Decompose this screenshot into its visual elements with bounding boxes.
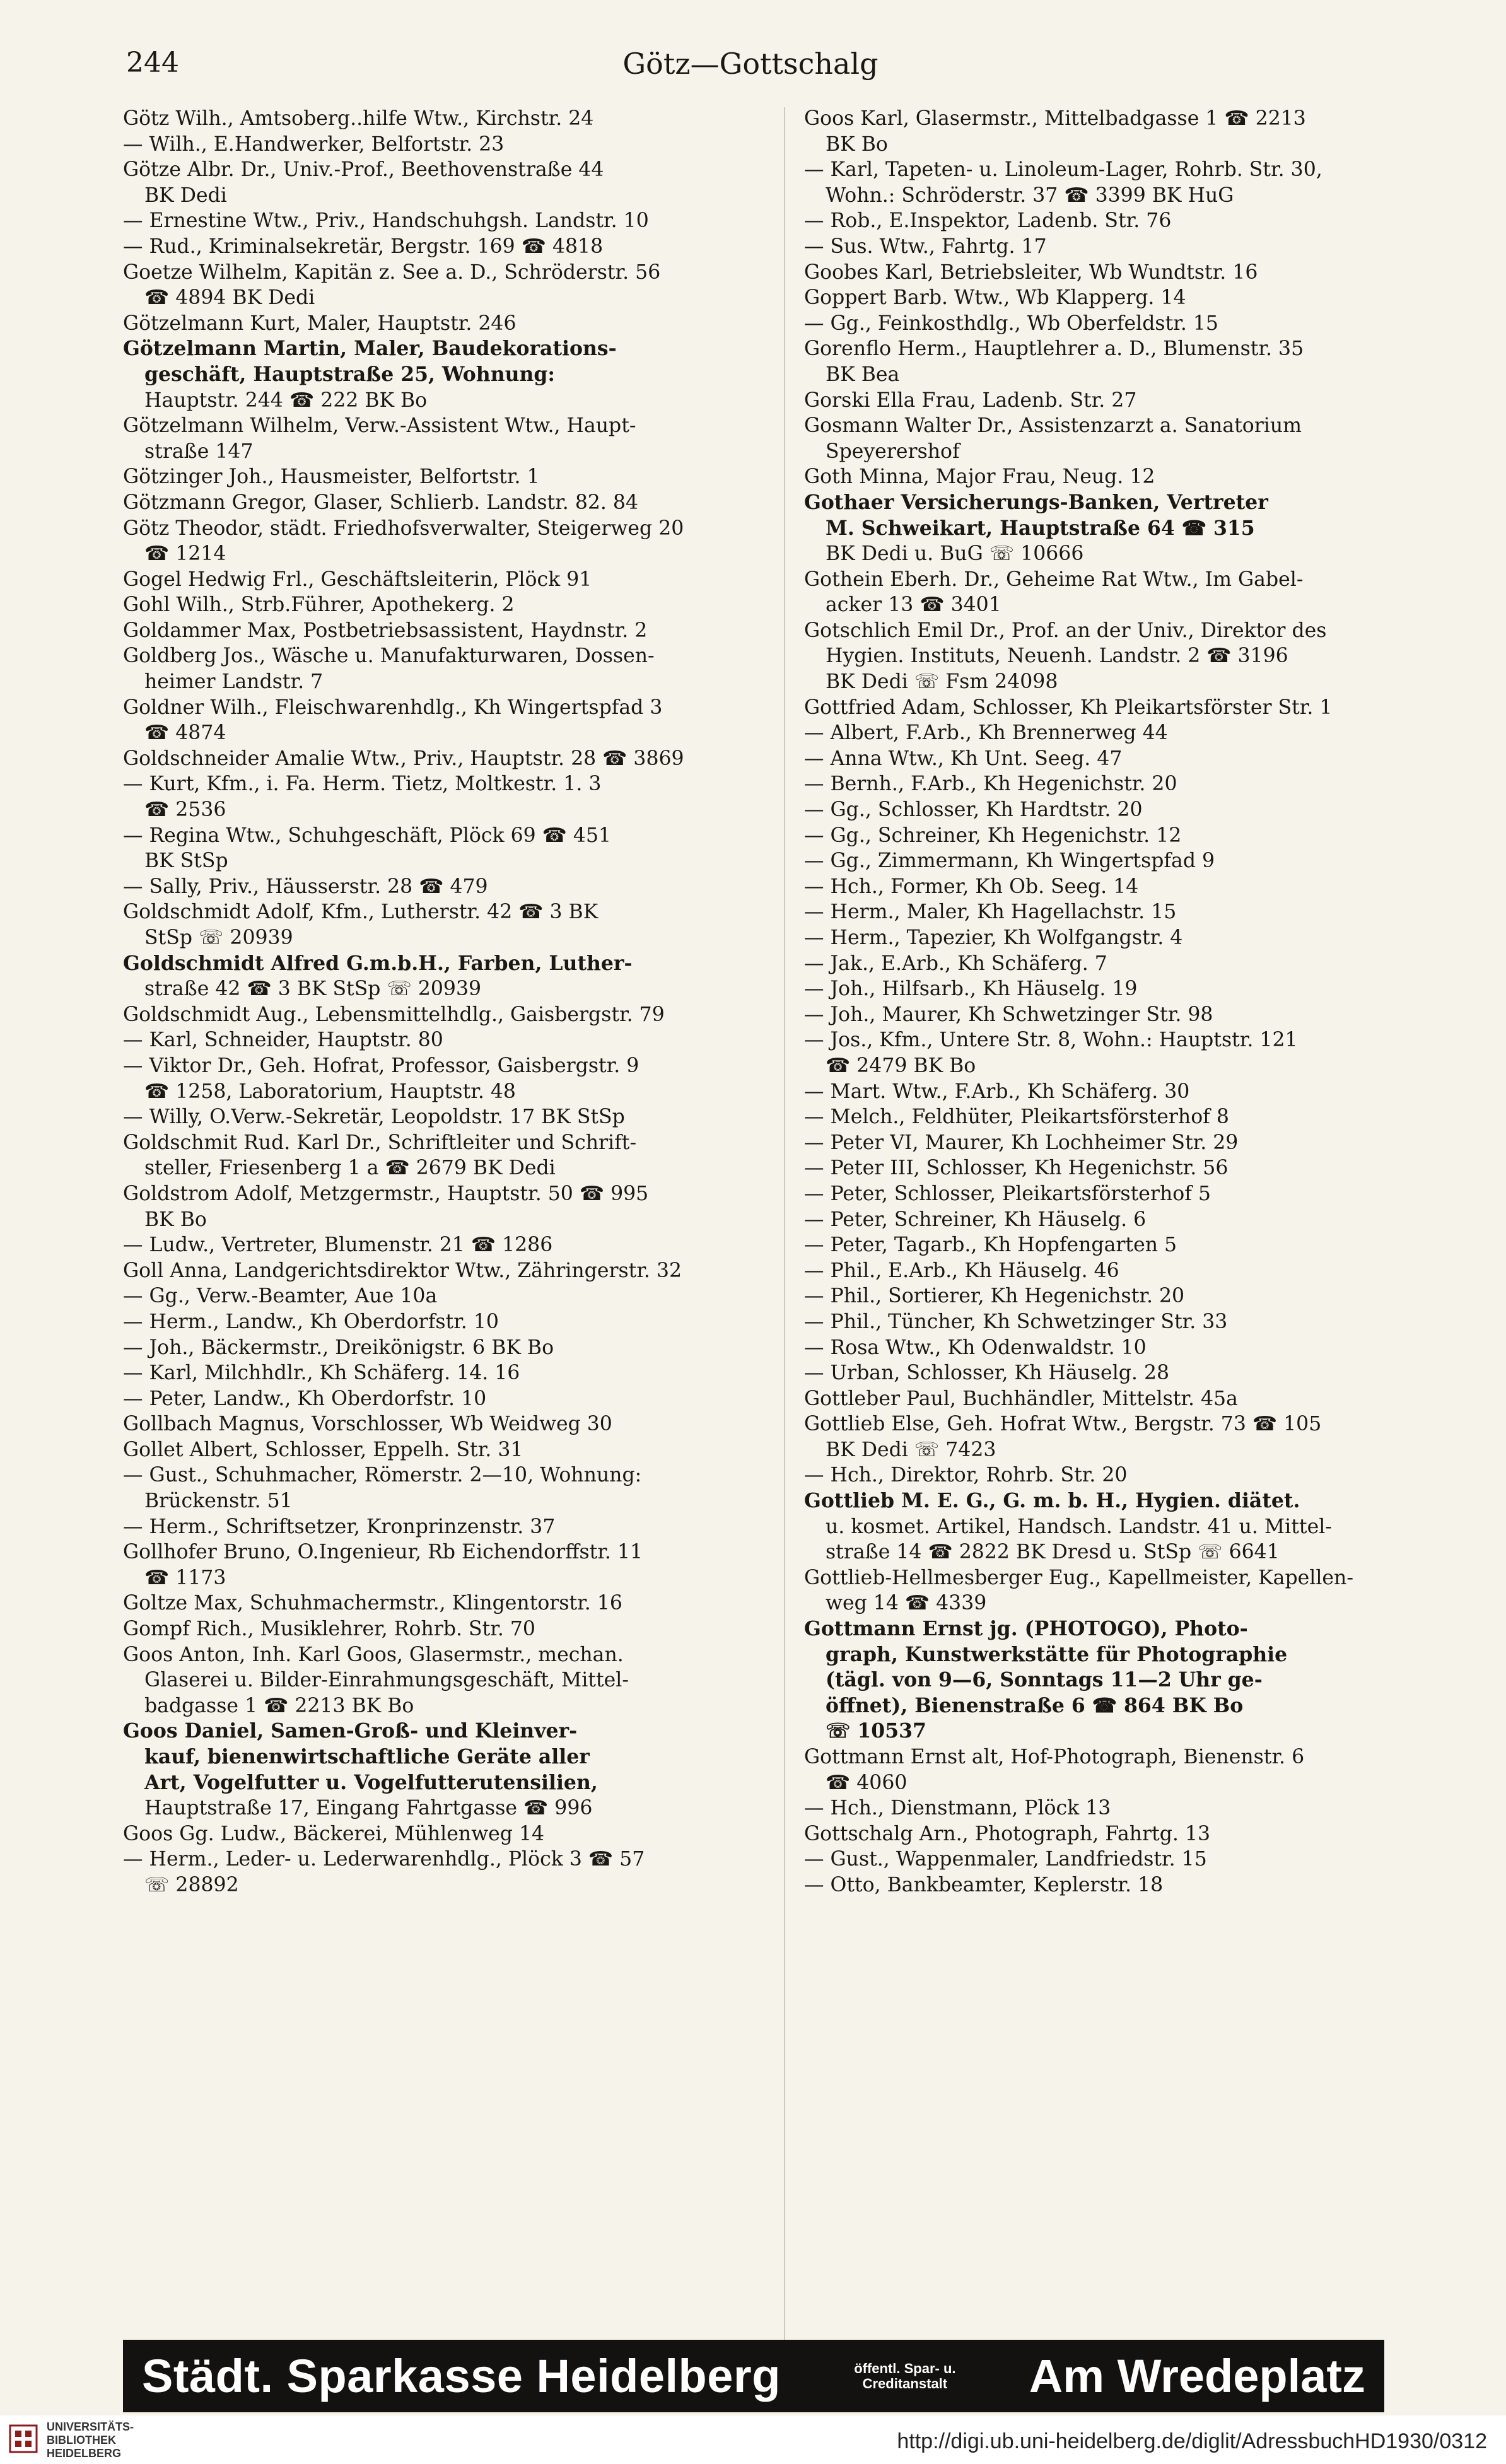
directory-entry: Gogel Hedwig Frl., Geschäftsleiterin, Plöck 91	[123, 568, 592, 591]
directory-entry: Gotschlich Emil Dr., Prof. an der Univ., Direktor des	[804, 619, 1327, 642]
directory-entry: — Hch., Former, Kh Ob. Seeg. 14	[804, 875, 1139, 898]
directory-entry: Gottlieb Else, Geh. Hofrat Wtw., Bergstr. 73 ☎ 105	[804, 1413, 1322, 1436]
ad-location: Am Wredeplatz	[1029, 2350, 1365, 2402]
directory-entry: — Phil., Tüncher, Kh Schwetzinger Str. 33	[804, 1310, 1228, 1333]
directory-entry: Götzinger Joh., Hausmeister, Belfortstr. 1	[123, 465, 540, 489]
directory-entry: ☏ 10537	[826, 1719, 926, 1743]
directory-entry: — Karl, Schneider, Hauptstr. 80	[123, 1029, 443, 1052]
directory-entry: BK Bo	[826, 132, 888, 156]
directory-entry: BK Bea	[826, 363, 900, 386]
directory-entry: — Viktor Dr., Geh. Hofrat, Professor, Gaisbergstr. 9	[123, 1054, 639, 1077]
directory-entry: — Jos., Kfm., Untere Str. 8, Wohn.: Hauptstr. 121	[804, 1029, 1298, 1052]
directory-entry: — Willy, O.Verw.-Sekretär, Leopoldstr. 17 BK StSp	[123, 1106, 625, 1129]
directory-entry: Glaserei u. Bilder-Einrahmungsgeschäft, Mittel-	[144, 1669, 629, 1692]
library-name-line1: UNIVERSITÄTS-	[47, 2420, 134, 2433]
directory-entry: — Joh., Maurer, Kh Schwetzinger Str. 98	[804, 1003, 1213, 1026]
directory-entry: Gottfried Adam, Schlosser, Kh Pleikartsförster Str. 1	[804, 696, 1333, 719]
directory-entry: Gothaer Versicherungs-Banken, Vertreter	[804, 490, 1268, 514]
directory-entry: Speyerershof	[826, 440, 960, 463]
directory-entry: — Herm., Maler, Kh Hagellachstr. 15	[804, 901, 1177, 924]
directory-entry: Goldschmit Rud. Karl Dr., Schriftleiter und Schrift-	[123, 1131, 637, 1154]
directory-entry: ☎ 1214	[144, 542, 226, 566]
directory-entry: — Kurt, Kfm., i. Fa. Herm. Tietz, Moltkestr. 1. 3	[123, 773, 602, 796]
directory-entry: — Wilh., E.Handwerker, Belfortstr. 23	[123, 132, 505, 156]
directory-entry: — Gust., Schuhmacher, Römerstr. 2—10, Wohnung:	[123, 1464, 642, 1487]
directory-entry: Goppert Barb. Wtw., Wb Klapperg. 14	[804, 286, 1186, 310]
directory-entry: heimer Landstr. 7	[144, 670, 324, 694]
directory-entry: — Regina Wtw., Schuhgeschäft, Plöck 69 ☎ 451	[123, 824, 612, 847]
directory-entry: — Gust., Wappenmaler, Landfriedstr. 15	[804, 1848, 1207, 1871]
directory-entry: ☎ 2536	[144, 798, 226, 822]
directory-entry: — Peter VI, Maurer, Kh Lochheimer Str. 29	[804, 1131, 1239, 1154]
directory-entry: ☎ 4894 BK Dedi	[144, 286, 315, 310]
directory-entry: Gollet Albert, Schlosser, Eppelh. Str. 31	[123, 1438, 523, 1461]
directory-entry: Götz Wilh., Amtsoberg..hilfe Wtw., Kirchstr. 24	[123, 107, 594, 130]
directory-entry: Goldschmidt Aug., Lebensmittelhdlg., Gaisbergstr. 79	[123, 1003, 665, 1026]
directory-entry: — Otto, Bankbeamter, Keplerstr. 18	[804, 1873, 1164, 1896]
directory-entry: — Rud., Kriminalsekretär, Bergstr. 169 ☎ 4818	[123, 235, 604, 258]
ad-bank-name: Städt. Sparkasse Heidelberg	[142, 2350, 781, 2402]
directory-entry: Goos Karl, Glasermstr., Mittelbadgasse 1 ☎ 2213	[804, 107, 1306, 130]
directory-entry: kauf, bienenwirtschaftliche Geräte aller	[144, 1745, 590, 1768]
directory-entry: Goetze Wilhelm, Kapitän z. See a. D., Schröderstr. 56	[123, 260, 661, 284]
directory-entry: Götzelmann Wilhelm, Verw.-Assistent Wtw., Haupt-	[123, 414, 636, 438]
ad-subtitle	[854, 2361, 955, 2391]
directory-entry: Goos Daniel, Samen-Groß- und Kleinver-	[123, 1719, 578, 1743]
directory-entry: — Karl, Tapeten- u. Linoleum-Lager, Rohrb. Str. 30,	[804, 158, 1322, 182]
directory-entry: Goth Minna, Major Frau, Neug. 12	[804, 465, 1155, 489]
directory-entry: — Joh., Bäckermstr., Dreikönigstr. 6 BK Bo	[123, 1336, 554, 1359]
directory-entry: — Gg., Schreiner, Kh Hegenichstr. 12	[804, 824, 1182, 847]
directory-entry: Götz Theodor, städt. Friedhofsverwalter, Steigerweg 20	[123, 517, 684, 540]
page-number: 244	[126, 47, 179, 79]
library-name-line2: BIBLIOTHEK	[47, 2434, 116, 2446]
directory-entry: — Phil., Sortierer, Kh Hegenichstr. 20	[804, 1285, 1185, 1308]
directory-entry: u. kosmet. Artikel, Handsch. Landstr. 41 u. Mittel-	[826, 1515, 1332, 1538]
directory-entry: — Peter, Tagarb., Kh Hopfengarten 5	[804, 1234, 1177, 1257]
directory-entry: Hygien. Instituts, Neuenh. Landstr. 2 ☎ 3196	[826, 645, 1288, 668]
directory-entry: Gottlieb M. E. G., G. m. b. H., Hygien. diätet.	[804, 1489, 1300, 1513]
directory-entry: BK Dedi	[144, 184, 227, 207]
directory-entry: Götzelmann Martin, Maler, Baudekorations-	[123, 337, 617, 361]
directory-entry: — Sally, Priv., Häusserstr. 28 ☎ 479	[123, 875, 488, 898]
directory-entry: Gottmann Ernst alt, Hof-Photograph, Bienenstr. 6	[804, 1746, 1305, 1768]
directory-entry: — Herm., Leder- u. Lederwarenhdlg., Plöck 3 ☎ 57	[123, 1848, 645, 1871]
directory-entry: Gollbach Magnus, Vorschlosser, Wb Weidweg 30	[123, 1413, 612, 1436]
directory-entry: Art, Vogelfutter u. Vogelfutterutensilien,	[144, 1770, 598, 1794]
directory-entry: Gorski Ella Frau, Ladenb. Str. 27	[804, 388, 1137, 412]
directory-entry: — Rosa Wtw., Kh Odenwaldstr. 10	[804, 1336, 1147, 1359]
directory-entry: — Joh., Hilfsarb., Kh Häuselg. 19	[804, 978, 1138, 1001]
directory-entry: ☏ 28892	[144, 1873, 239, 1896]
advertisement-banner	[123, 2340, 1384, 2412]
ad-subtitle-line2: Creditanstalt	[862, 2375, 948, 2391]
directory-entry: Gompf Rich., Musiklehrer, Rohrb. Str. 70	[123, 1618, 535, 1641]
directory-entry: Goos Anton, Inh. Karl Goos, Glasermstr., mechan.	[123, 1643, 624, 1666]
directory-entry: Goldschmidt Alfred G.m.b.H., Farben, Luther-	[123, 951, 633, 975]
page-header	[126, 38, 1375, 88]
directory-entry: — Herm., Tapezier, Kh Wolfgangstr. 4	[804, 926, 1183, 949]
directory-entry: — Gg., Zimmermann, Kh Wingertspfad 9	[804, 850, 1215, 873]
directory-entry: — Mart. Wtw., F.Arb., Kh Schäferg. 30	[804, 1080, 1190, 1103]
directory-entry: steller, Friesenberg 1 a ☎ 2679 BK Dedi	[144, 1157, 556, 1180]
directory-entry: öffnet), Bienenstraße 6 ☎ 864 BK Bo	[826, 1693, 1244, 1717]
directory-entry: Goldberg Jos., Wäsche u. Manufakturwaren, Dossen-	[123, 645, 655, 668]
directory-entry: Goldstrom Adolf, Metzgermstr., Hauptstr. 50 ☎ 995	[123, 1182, 649, 1205]
directory-entry: — Rob., E.Inspektor, Ladenb. Str. 76	[804, 209, 1172, 233]
directory-entry: Gothein Eberh. Dr., Geheime Rat Wtw., Im Gabel-	[804, 568, 1304, 591]
directory-entry: — Melch., Feldhüter, Pleikartsförsterhof 8	[804, 1106, 1229, 1129]
directory-entry: BK Bo	[144, 1208, 207, 1231]
directory-entry: — Hch., Direktor, Rohrb. Str. 20	[804, 1464, 1128, 1487]
directory-entry: Goldschneider Amalie Wtw., Priv., Hauptstr. 28 ☎ 3869	[123, 747, 684, 770]
directory-entry: straße 147	[144, 440, 254, 463]
directory-entry: Hauptstr. 244 ☎ 222 BK Bo	[144, 388, 428, 412]
directory-entry: — Jak., E.Arb., Kh Schäferg. 7	[804, 952, 1107, 975]
directory-entry: Hauptstraße 17, Eingang Fahrtgasse ☎ 996	[144, 1797, 593, 1820]
directory-entry: Gosmann Walter Dr., Assistenzarzt a. Sanatorium	[804, 414, 1302, 438]
directory-entry: ☎ 1173	[144, 1566, 226, 1589]
library-logo-icon	[9, 2424, 38, 2453]
page-title: Götz—Gottschalg	[622, 47, 878, 81]
directory-entry: acker 13 ☎ 3401	[826, 593, 1001, 617]
library-name	[47, 2420, 134, 2460]
directory-entry: M. Schweikart, Hauptstraße 64 ☎ 315	[826, 516, 1255, 540]
directory-entry: ☎ 2479 BK Bo	[826, 1054, 976, 1077]
directory-entry: — Peter, Landw., Kh Oberdorfstr. 10	[123, 1387, 487, 1410]
left-column	[123, 106, 754, 1898]
directory-entry: BK Dedi u. BuG ☏ 10666	[826, 542, 1084, 566]
directory-entry: Goldner Wilh., Fleischwarenhdlg., Kh Wingertspfad 3	[123, 696, 663, 719]
directory-entry: (tägl. von 9—6, Sonntags 11—2 Uhr ge-	[826, 1668, 1263, 1692]
right-column	[804, 106, 1435, 1898]
directory-entry: — Peter III, Schlosser, Kh Hegenichstr. 56	[804, 1157, 1229, 1180]
directory-entry: — Peter, Schreiner, Kh Häuselg. 6	[804, 1208, 1147, 1231]
directory-entry: — Urban, Schlosser, Kh Häuselg. 28	[804, 1362, 1170, 1385]
directory-entry: Gottleber Paul, Buchhändler, Mittelstr. 45a	[804, 1387, 1238, 1410]
directory-entry: Götze Albr. Dr., Univ.-Prof., Beethovenstraße 44	[123, 158, 604, 182]
directory-entry: Gorenflo Herm., Hauptlehrer a. D., Blumenstr. 35	[804, 337, 1304, 361]
directory-entry: — Sus. Wtw., Fahrtg. 17	[804, 235, 1047, 258]
directory-entry: Wohn.: Schröderstr. 37 ☎ 3399 BK HuG	[826, 184, 1234, 207]
directory-entry: BK Dedi ☏ Fsm 24098	[826, 670, 1058, 694]
directory-entry: ☎ 4874	[144, 721, 226, 745]
column-divider	[784, 107, 785, 2340]
directory-entry: weg 14 ☎ 4339	[826, 1592, 987, 1615]
directory-entry: — Phil., E.Arb., Kh Häuselg. 46	[804, 1259, 1119, 1282]
directory-entry: — Herm., Landw., Kh Oberdorfstr. 10	[123, 1310, 499, 1333]
directory-entry: Goldammer Max, Postbetriebsassistent, Haydnstr. 2	[123, 619, 648, 642]
directory-entry: Gohl Wilh., Strb.Führer, Apothekerg. 2	[123, 593, 515, 617]
directory-entry: — Karl, Milchhdlr., Kh Schäferg. 14. 16	[123, 1362, 520, 1385]
directory-entry: geschäft, Hauptstraße 25, Wohnung:	[144, 362, 556, 386]
directory-entry: Gollhofer Bruno, O.Ingenieur, Rb Eichendorffstr. 11	[123, 1541, 643, 1564]
directory-entry: StSp ☏ 20939	[144, 926, 293, 949]
directory-entry: — Peter, Schlosser, Pleikartsförsterhof 5	[804, 1182, 1211, 1205]
directory-entry: — Ernestine Wtw., Priv., Handschuhgsh. Landstr. 10	[123, 209, 649, 233]
directory-entry: — Gg., Verw.-Beamter, Aue 10a	[123, 1285, 438, 1308]
directory-entry: BK StSp	[144, 850, 228, 873]
directory-entry: Götzelmann Kurt, Maler, Hauptstr. 246	[123, 312, 517, 335]
directory-entry: — Herm., Schriftsetzer, Kronprinzenstr. 37	[123, 1515, 556, 1538]
directory-entry: Goltze Max, Schuhmachermstr., Klingentorstr. 16	[123, 1592, 622, 1615]
ad-subtitle-line1: öffentl. Spar- u.	[854, 2360, 956, 2376]
directory-entry: straße 14 ☎ 2822 BK Dresd u. StSp ☏ 6641	[826, 1541, 1280, 1564]
directory-entry: — Bernh., F.Arb., Kh Hegenichstr. 20	[804, 773, 1177, 796]
directory-entry: — Anna Wtw., Kh Unt. Seeg. 47	[804, 747, 1123, 770]
directory-entry: badgasse 1 ☎ 2213 BK Bo	[144, 1694, 414, 1717]
directory-entry: BK Dedi ☏ 7423	[826, 1438, 996, 1461]
directory-entry: ☎ 1258, Laboratorium, Hauptstr. 48	[144, 1080, 516, 1103]
directory-entry: Goobes Karl, Betriebsleiter, Wb Wundtstr. 16	[804, 260, 1258, 284]
directory-entry: — Ludw., Vertreter, Blumenstr. 21 ☎ 1286	[123, 1234, 553, 1257]
directory-entry: Brückenstr. 51	[144, 1490, 293, 1513]
directory-entry: Gottmann Ernst jg. (PHOTOGO), Photo-	[804, 1617, 1248, 1641]
source-url-link[interactable]: http://digi.ub.uni-heidelberg.de/diglit/AdressbuchHD1930/0312	[897, 2429, 1487, 2453]
directory-entry: straße 42 ☎ 3 BK StSp ☏ 20939	[144, 978, 482, 1001]
directory-entry: Goos Gg. Ludw., Bäckerei, Mühlenweg 14	[123, 1822, 545, 1845]
directory-entry: — Albert, F.Arb., Kh Brennerweg 44	[804, 721, 1168, 745]
directory-entry: Goldschmidt Adolf, Kfm., Lutherstr. 42 ☎ 3 BK	[123, 901, 598, 924]
directory-entry: Götzmann Gregor, Glaser, Schlierb. Landstr. 82. 84	[123, 491, 639, 514]
directory-entry: Goll Anna, Landgerichtsdirektor Wtw., Zähringerstr. 32	[123, 1259, 682, 1282]
library-name-line3: HEIDELBERG	[47, 2447, 122, 2460]
footer	[0, 2415, 1506, 2464]
directory-entry: — Gg., Schlosser, Kh Hardtstr. 20	[804, 798, 1143, 822]
directory-entry: ☎ 4060	[826, 1771, 908, 1794]
directory-entry: — Hch., Dienstmann, Plöck 13	[804, 1797, 1111, 1820]
directory-entry: Gottlieb-Hellmesberger Eug., Kapellmeister, Kapellen-	[804, 1566, 1353, 1589]
directory-entry: graph, Kunstwerkstätte für Photographie	[826, 1642, 1288, 1666]
directory-entry: — Gg., Feinkosthdlg., Wb Oberfeldstr. 15	[804, 312, 1218, 335]
directory-entry: Gottschalg Arn., Photograph, Fahrtg. 13	[804, 1822, 1211, 1845]
